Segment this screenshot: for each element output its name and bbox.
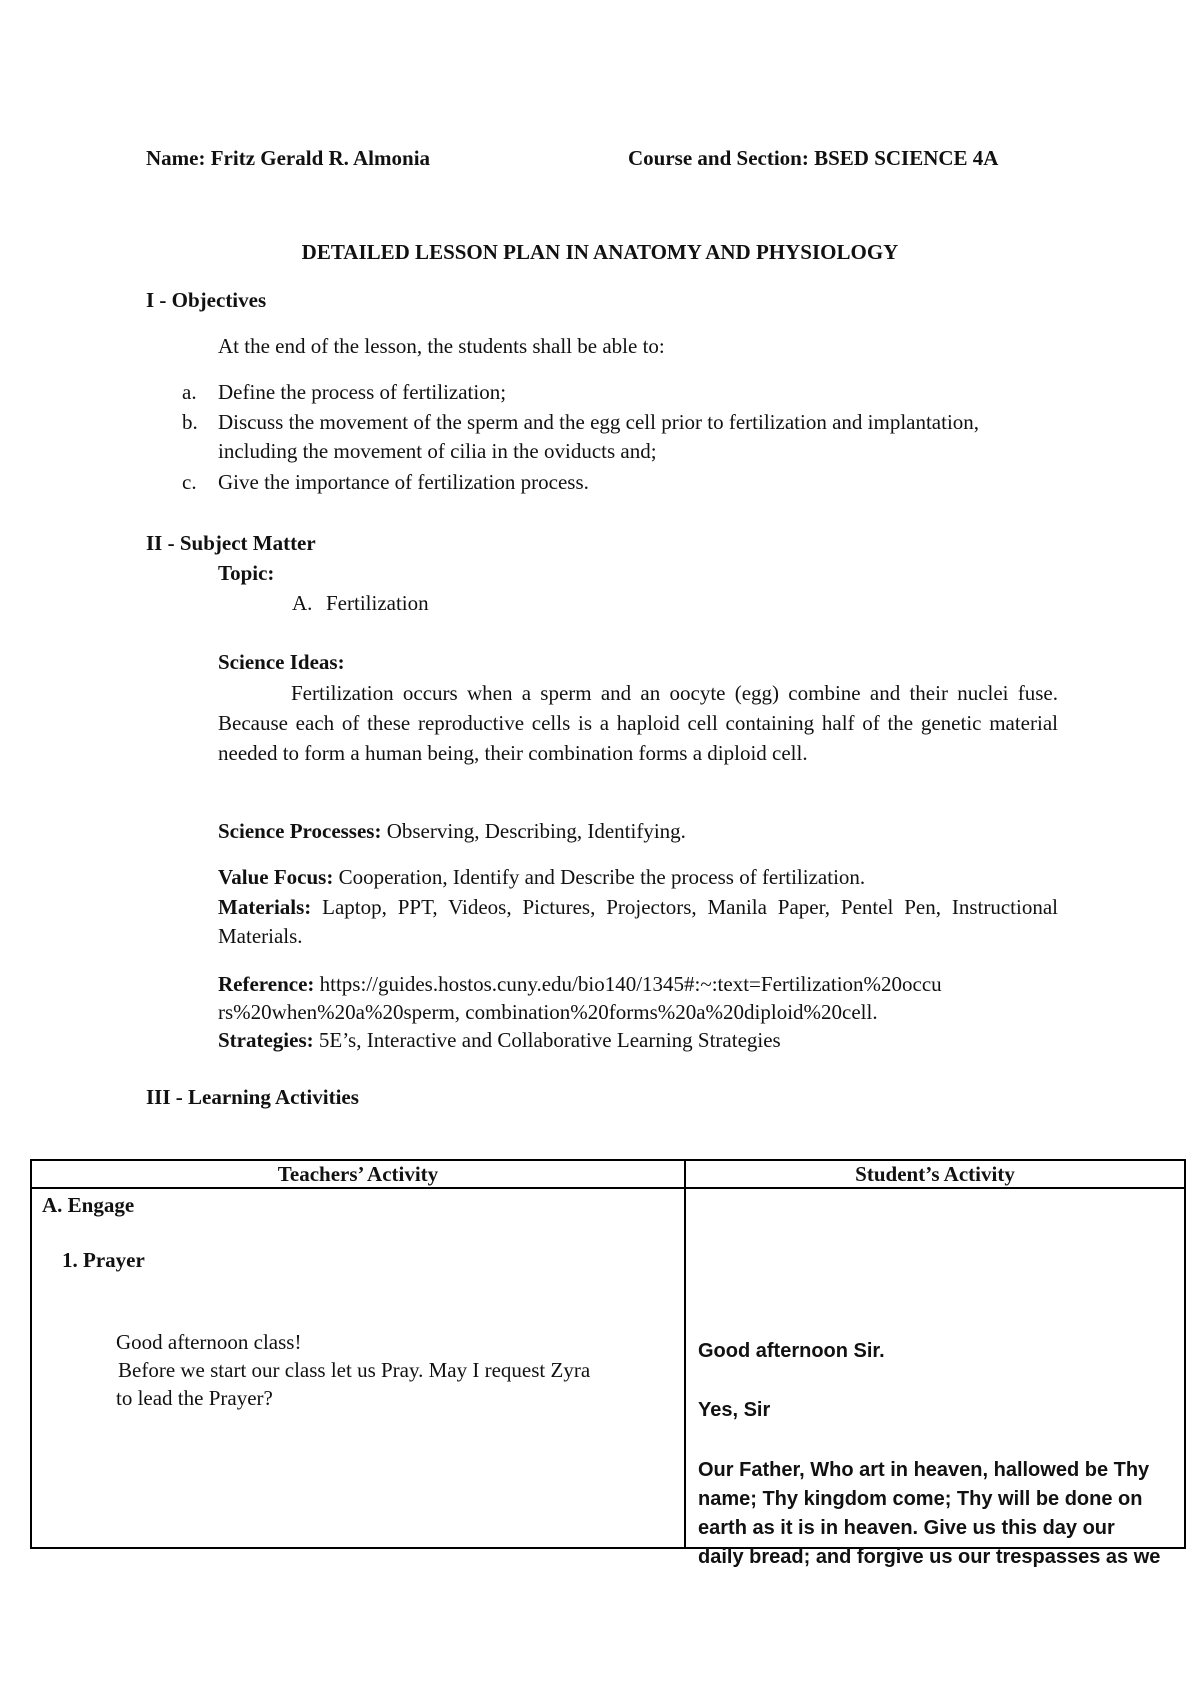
student-reply-2: Yes, Sir [698, 1399, 771, 1421]
topic-letter: A. [292, 591, 313, 615]
student-name: Name: Fritz Gerald R. Almonia [146, 146, 431, 170]
topic-value: Fertilization [326, 591, 429, 615]
topic-label: Topic: [218, 561, 275, 585]
reference-line-2: rs%20when%20a%20sperm, combination%20forms%20a%20diploid%20cell. [218, 1000, 878, 1024]
materials-label: Materials: [218, 895, 312, 919]
prayer-line-3: earth as it is in heaven. Give us this day our [698, 1517, 1115, 1539]
strategies [218, 1026, 781, 1055]
strategies-value: 5E’s, Interactive and Collaborative Learning Strategies [313, 1028, 781, 1052]
teacher-line-1: Good afternoon class! [116, 1330, 302, 1354]
teacher-activity-cell [31, 1188, 685, 1548]
course-section: Course and Section: BSED SCIENCE 4A [628, 146, 999, 170]
materials-value: Laptop, PPT, Videos, Pictures, Projectors, Manila Paper, Pentel Pen, Instructional Materials. [218, 895, 1058, 948]
table-header-row [31, 1160, 1185, 1188]
reference-label: Reference: [218, 972, 315, 996]
value-focus-value: Cooperation, Identify and Describe the process of fertilization. [333, 865, 866, 889]
objective-item-a: Define the process of fertilization; [218, 380, 507, 404]
value-focus [218, 863, 865, 892]
strategies-label: Strategies: [218, 1028, 314, 1052]
objective-letter-a: a. [182, 380, 197, 404]
table-row [31, 1188, 1185, 1548]
learning-activities-table [30, 1159, 1186, 1568]
materials [218, 893, 1058, 951]
document-title: DETAILED LESSON PLAN IN ANATOMY AND PHYSIOLOGY [301, 240, 899, 264]
learning-activities-heading: III - Learning Activities [146, 1085, 359, 1109]
prayer-step: 1. Prayer [62, 1248, 145, 1272]
reference [218, 970, 942, 999]
students-activity-header: Student’s Activity [685, 1160, 1185, 1188]
objectives-heading: I - Objectives [146, 288, 267, 312]
objectives-intro: At the end of the lesson, the students shall be able to: [218, 334, 665, 358]
objective-letter-c: c. [182, 470, 197, 494]
student-reply-1: Good afternoon Sir. [698, 1340, 885, 1362]
teacher-line-2: Before we start our class let us Pray. May I request Zyra [118, 1358, 591, 1382]
teacher-line-3: to lead the Prayer? [116, 1386, 273, 1410]
value-focus-label: Value Focus: [218, 865, 334, 889]
objective-letter-b: b. [182, 410, 198, 434]
science-ideas-text: Fertilization occurs when a sperm and an oocyte (egg) combine and their nuclei fuse. Because each of these reproductive cells is a haploid cell containing half of the genetic material needed to form a human being, their combination forms a diploid cell. [218, 681, 1058, 765]
prayer-line-4: daily bread; and forgive us our trespasses as we [698, 1546, 1161, 1568]
reference-line-1: https://guides.hostos.cuny.edu/bio140/1345#:~:text=Fertilization%20occu [314, 972, 942, 996]
student-activity-cell [685, 1188, 1185, 1568]
subject-matter-heading: II - Subject Matter [146, 531, 316, 555]
science-processes [218, 817, 686, 846]
science-ideas-label: Science Ideas: [218, 650, 345, 674]
prayer-line-1: Our Father, Who art in heaven, hallowed be Thy [698, 1459, 1150, 1481]
science-processes-label: Science Processes: [218, 819, 382, 843]
teachers-activity-header: Teachers’ Activity [31, 1160, 685, 1188]
objective-item-b: Discuss the movement of the sperm and the egg cell prior to fertilization and implantation, including the movement of cilia in the oviducts and; [218, 410, 980, 463]
engage-phase: A. Engage [42, 1193, 135, 1217]
science-processes-value: Observing, Describing, Identifying. [381, 819, 686, 843]
objective-item-c: Give the importance of fertilization process. [218, 470, 589, 494]
prayer-line-2: name; Thy kingdom come; Thy will be done on [698, 1488, 1143, 1510]
